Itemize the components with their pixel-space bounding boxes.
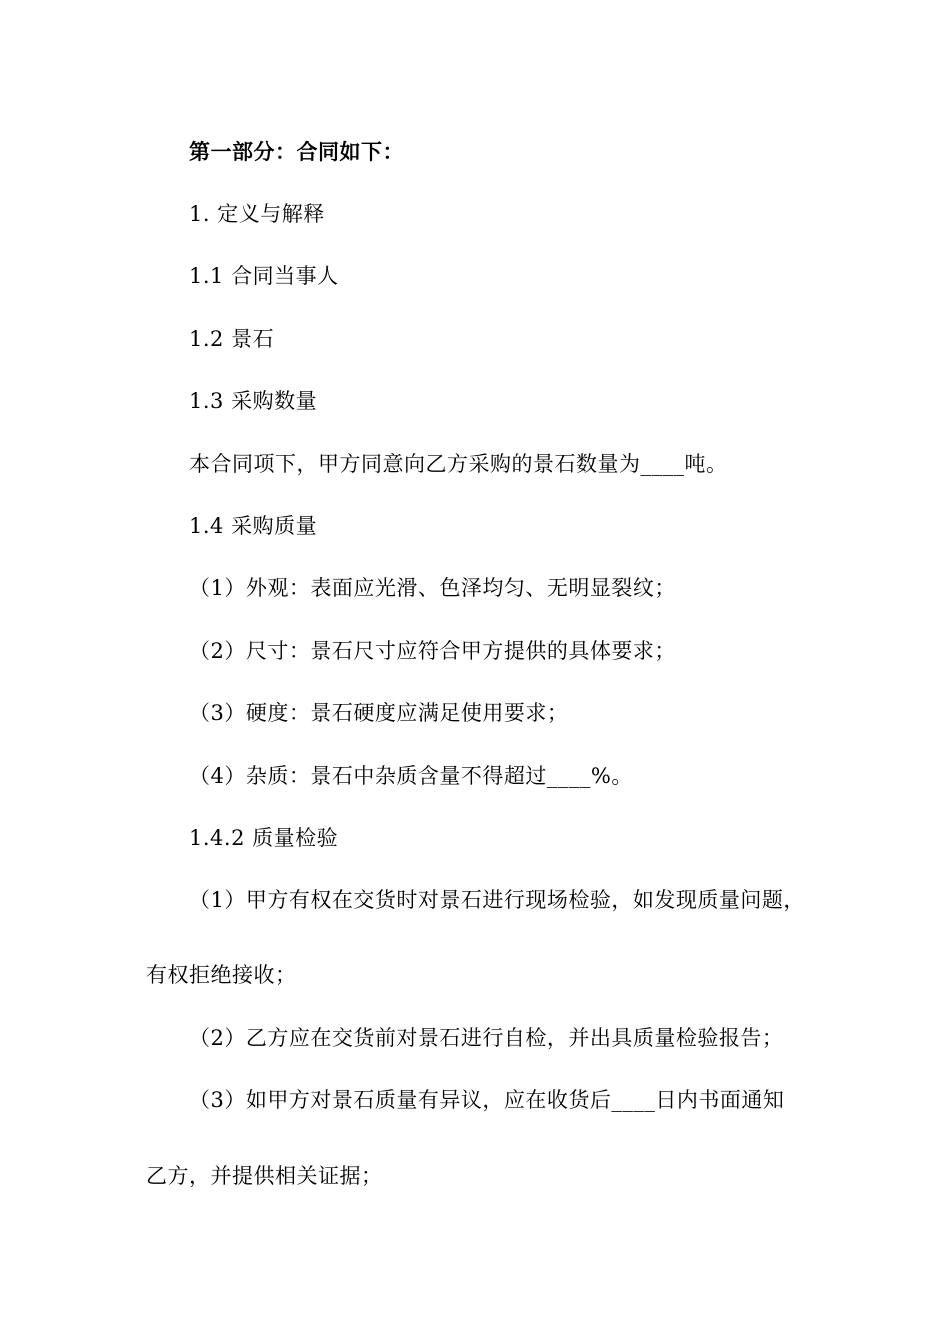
section-1-2-heading: 1.2 景石 [189,327,275,351]
quantity-paragraph: 本合同项下，甲方同意向乙方采购的景石数量为____吨。 [189,452,728,476]
section-1-1-heading: 1.1 合同当事人 [189,264,339,288]
section-1-heading: 1. 定义与解释 [189,202,325,226]
section-1-4-heading: 1.4 采购质量 [189,514,318,538]
quality-item-1: （1）外观：表面应光滑、色泽均匀、无明显裂纹； [189,576,676,600]
inspection-item-3-line-2: 乙方，并提供相关证据； [146,1164,383,1188]
section-1-4-2-heading: 1.4.2 质量检验 [189,826,339,850]
quality-item-4: （4）杂质：景石中杂质含量不得超过____%。 [189,764,633,788]
inspection-item-2: （2）乙方应在交货前对景石进行自检，并出具质量检验报告； [189,1026,784,1050]
quality-item-2: （2）尺寸：景石尺寸应符合甲方提供的具体要求； [189,639,676,663]
inspection-item-1-line-2: 有权拒绝接收； [146,963,297,987]
inspection-item-1-line-1: （1）甲方有权在交货时对景石进行现场检验，如发现质量问题， [189,888,805,912]
quality-item-3: （3）硬度：景石硬度应满足使用要求； [189,701,569,725]
part-heading: 第一部分：合同如下： [189,140,404,164]
inspection-item-3-line-1: （3）如甲方对景石质量有异议，应在收货后____日内书面通知 [189,1088,785,1112]
section-1-3-heading: 1.3 采购数量 [189,389,318,413]
